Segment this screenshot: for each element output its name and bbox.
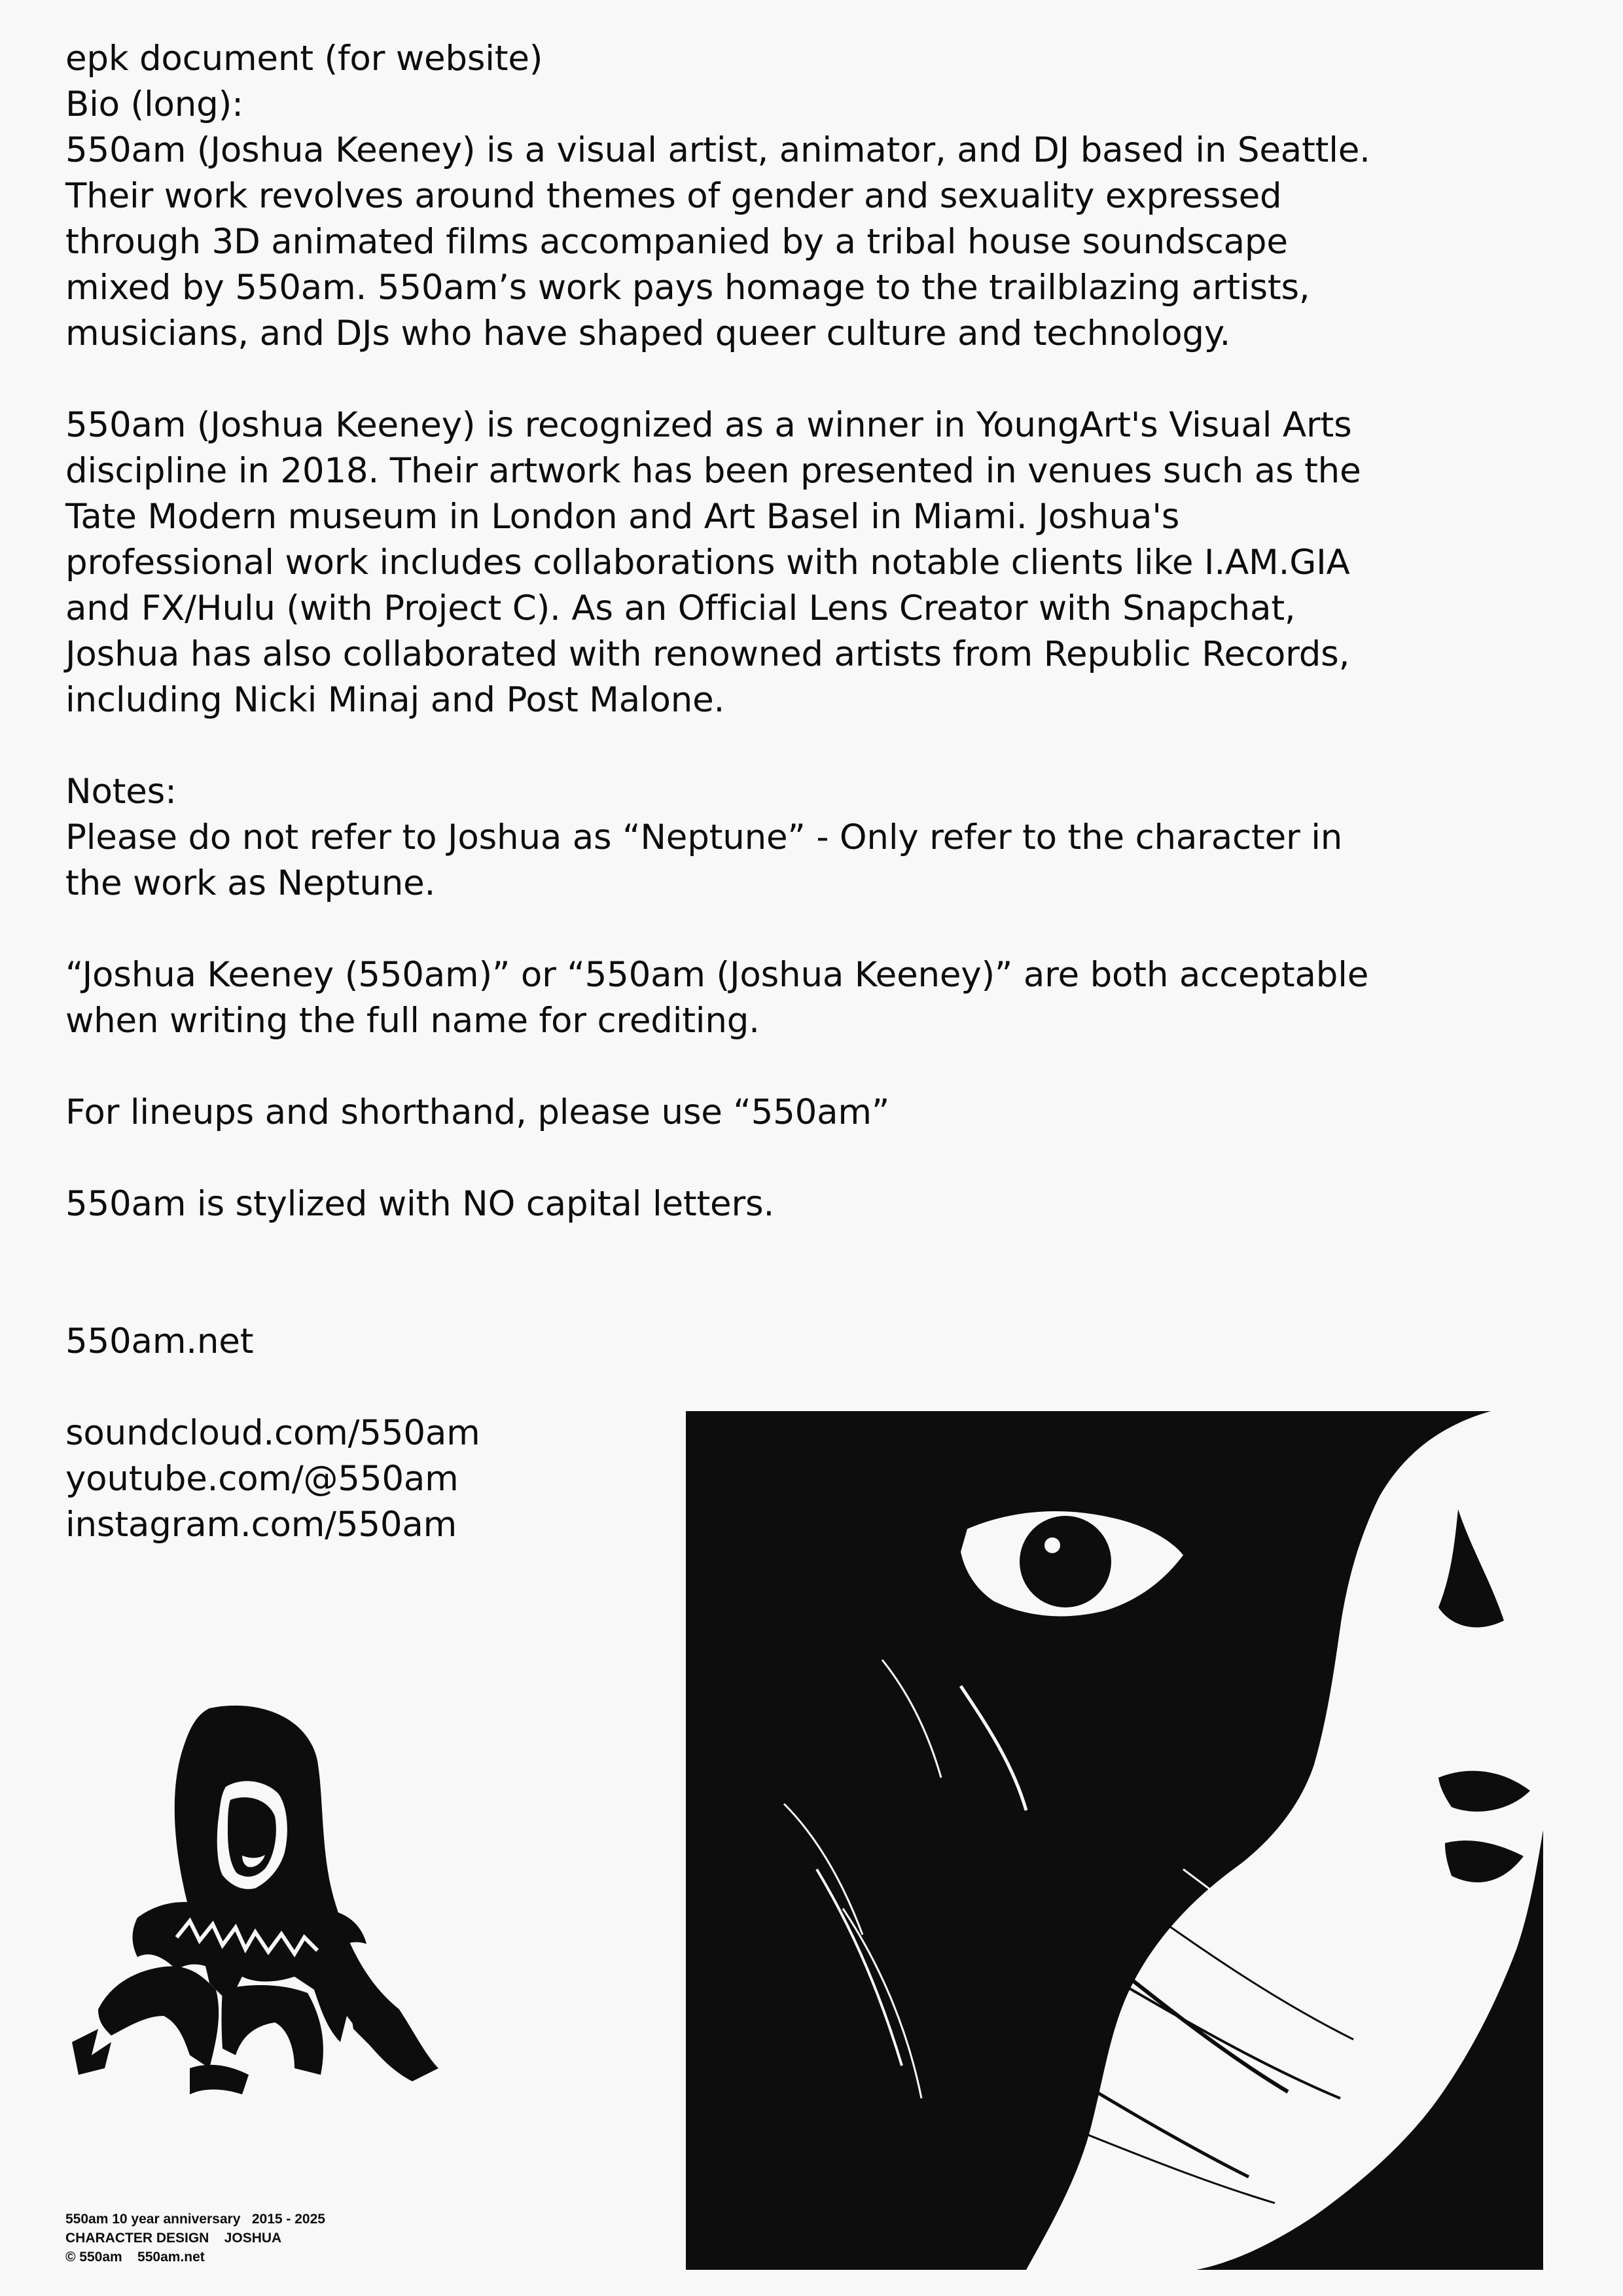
portrait-artwork <box>686 1411 1543 2270</box>
note-line: Please do not refer to Joshua as “Neptune” - Only refer to the character in <box>65 817 1343 857</box>
artwork-caption <box>65 2210 325 2267</box>
bio-line: and FX/Hulu (with Project C). As an Official Lens Creator with Snapchat, <box>65 588 1296 628</box>
bio-line: Their work revolves around themes of gender and sexuality expressed <box>65 176 1282 216</box>
soundcloud-link: soundcloud.com/550am <box>65 1413 480 1453</box>
character-illustration <box>59 1702 445 2108</box>
bio-line: mixed by 550am. 550am’s work pays homage to the trailblazing artists, <box>65 268 1310 308</box>
caption-line-3: © 550am 550am.net <box>65 2250 205 2265</box>
note-line: “Joshua Keeney (550am)” or “550am (Joshua Keeney)” are both acceptable <box>65 955 1369 995</box>
bio-line: discipline in 2018. Their artwork has been presented in venues such as the <box>65 451 1361 491</box>
note-line: For lineups and shorthand, please use “550am” <box>65 1092 890 1132</box>
youtube-link: youtube.com/@550am <box>65 1459 459 1499</box>
caption-line-2: CHARACTER DESIGN JOSHUA <box>65 2231 282 2246</box>
document-title: epk document (for website) <box>65 39 543 79</box>
bio-line: including Nicki Minaj and Post Malone. <box>65 680 725 720</box>
bio-line: 550am (Joshua Keeney) is a visual artist, animator, and DJ based in Seattle. <box>65 130 1370 170</box>
note-line: 550am is stylized with NO capital letters. <box>65 1184 775 1224</box>
notes-heading: Notes: <box>65 772 177 812</box>
bio-heading: Bio (long): <box>65 84 243 124</box>
caption-line-1: 550am 10 year anniversary 2015 - 2025 <box>65 2212 325 2227</box>
bio-line: professional work includes collaborations with notable clients like I.AM.GIA <box>65 543 1350 583</box>
bio-line: through 3D animated films accompanied by a tribal house soundscape <box>65 222 1288 262</box>
note-line: when writing the full name for crediting. <box>65 1001 760 1041</box>
bio-line: Tate Modern museum in London and Art Basel in Miami. Joshua's <box>65 497 1180 537</box>
note-line: the work as Neptune. <box>65 863 436 903</box>
instagram-link: instagram.com/550am <box>65 1505 457 1545</box>
bio-line: 550am (Joshua Keeney) is recognized as a winner in YoungArt's Visual Arts <box>65 405 1352 445</box>
bio-line: musicians, and DJs who have shaped queer culture and technology. <box>65 314 1231 353</box>
bio-line: Joshua has also collaborated with renowned artists from Republic Records, <box>65 634 1350 674</box>
website-link: 550am.net <box>65 1321 254 1361</box>
